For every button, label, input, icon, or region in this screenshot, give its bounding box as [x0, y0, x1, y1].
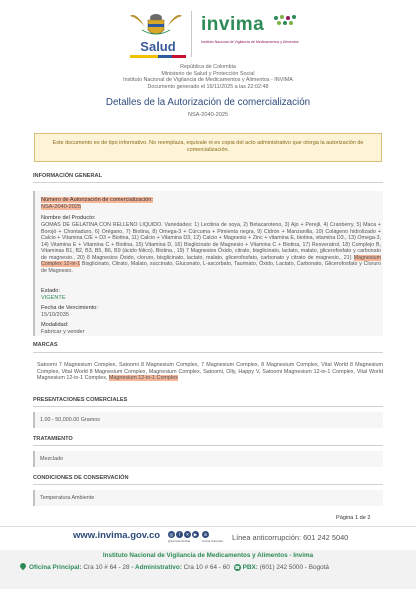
producto-value: GOMAS DE GELATINA CON RELLENO LIQUIDO. Variedades: 1) Lecitina de soya, 2) Betacaroteno, 3) Ajo + Perejil, 4) Cranberry, 5) Maca + Borojó + Chontaduro, 6) Orégano, 7) Biotina, 8) Omega-3 + Cúrcuma + Pimienta negra, 9) Cidrón + Manzanilla, 10) Colágeno hidrolizado + Calcio + Vitamina C/E + D3 + Biotina, 11) Calcio + Vitamina D3, 12) Calcio + Magnesio + Zinc + vitamina E, biotina, vitamina D3., 13) Omega-3, 14) Vitamina E + Vitamina C + Biotina, 15) Vitamina D, 16) Bisglicinato de Magnesio + Vitamina C + Biotina, 17) Resveratrol, 18) Complejo B, Vitaminas B1, B2, B3, B5, B6, B9 (ácido fólico), Biotina., 19) 7 Magnesios Óxido, citrato, bisglicinato, lactato, malato, glicerofosfato y carbonato de magnesio., 20) 8 Magnesios Óxido, cloruro, bisglicinato, lactato, malato, glicerofosfato, carbonato y citrato de magnesio., 21) Magnesium Complex 12-in-1 Bisglicinato, Citrato, Malato, succinato, Gluconato, L-ascorbato, Taurinato, Óxido, Lactato, Carbonato, Glicerofosfato y Cloruro de Magnesio. [41, 222, 381, 274]
meta-ministry: Ministerio de Salud y Protección Social [161, 70, 255, 77]
logo-divider [191, 11, 192, 57]
section-title-presentaciones: PRESENTACIONES COMERCIALES [33, 397, 128, 403]
modalidad-label: Modalidad: [41, 322, 69, 328]
social-handle-linkedin: Invima Colombia [202, 539, 223, 543]
phone-icon: ☎ [234, 565, 241, 570]
location-pin-icon [19, 562, 27, 570]
section-title-tratamiento: TRATAMIENTO [33, 436, 73, 442]
fecha-value: 15/10/2035 [41, 312, 69, 318]
footer-institute: Instituto Nacional de Vigilancia de Medicamentos y Alimentos - Invima [102, 552, 314, 559]
footer-divider [0, 526, 416, 527]
section-divider [33, 445, 383, 446]
page-title: Detalles de la Autorización de comercialización [105, 97, 311, 108]
marcas-list: Satoomi 7 Magnesium Complex, Satoomi 8 Magnesium Complex, 7 Magnesium Complex, 8 Magnesium Complex, Vital World 8 Magnesium Complex, Vital World 8 Magnesium Complex, Magnesium Complex, Satoomi, Olly, Happy V, Satoomi Magnesium 12-in-1 Complex, Vital World Magnesium 12-in-1 Complex, Magnesium 12-in-1 Complex [37, 362, 383, 382]
x-icon[interactable]: ✕ [185, 532, 190, 537]
invima-dots-icon [273, 14, 299, 28]
social-links [168, 530, 232, 545]
fecha-label: Fecha de Vencimiento: [41, 305, 98, 311]
section-title-marcas: MARCAS [33, 342, 58, 348]
invima-subtitle: Instituto Nacional de Vigilancia de Medicamentos y Alimentos [201, 40, 299, 44]
page-subtitle: NSA-2040-2025 [187, 112, 229, 118]
meta-country: República de Colombia [180, 64, 236, 70]
invima-logo [199, 14, 299, 58]
youtube-icon[interactable]: ▶ [193, 532, 198, 537]
salud-label: Salud [140, 39, 176, 54]
invima-wordmark: invima [201, 14, 265, 35]
colombia-coat-of-arms-icon [128, 8, 184, 40]
presentaciones-value: 1.00 - 50,000.00 Gramos [33, 412, 383, 428]
notice-line-1: Este documento es de tipo informativo. No reemplaza, equivale ni es copia del acto administrativo que otorga la autorización de [52, 140, 364, 146]
tratamiento-value: Mezclado [33, 451, 383, 467]
modalidad-value: Fabricar y vender [41, 329, 85, 335]
instagram-icon[interactable]: ◎ [169, 532, 174, 537]
social-handle: @invimacolombia [168, 539, 191, 543]
facebook-icon[interactable]: f [176, 531, 183, 538]
section-title-general: INFORMACIÓN GENERAL [33, 173, 102, 179]
header [0, 8, 416, 62]
numero-value: NSA-2040-2025 [41, 204, 82, 210]
meta-institute: Instituto Nacional de Vigilancia de Medicamentos y Alimentos - INVIMA [123, 77, 293, 84]
meta-generated: Documento generado el 16/11/2025 a las 22:02:48 [147, 83, 269, 90]
producto-label: Nombre del Producto: [41, 215, 96, 221]
producto-highlight: Magnesium Complex 12-in-1 [41, 254, 381, 268]
document-meta [0, 64, 416, 90]
section-divider [33, 182, 383, 183]
estado-value: VIGENTE [41, 295, 66, 301]
section-divider [33, 484, 383, 485]
section-divider [33, 406, 383, 407]
condiciones-value: Temperatura Ambiente [33, 490, 383, 506]
flag-stripe [130, 55, 186, 58]
footer-website-link[interactable]: www.invima.gov.co [73, 530, 161, 541]
general-info-box [33, 191, 383, 336]
estado-label: Estado: [41, 288, 60, 294]
linkedin-icon[interactable]: in [203, 532, 208, 537]
section-title-condiciones: CONDICIONES DE CONSERVACIÓN [33, 475, 129, 481]
notice-line-2: comercialización. [186, 147, 230, 154]
numero-label: Número de Autorización de comercialización: [41, 197, 153, 203]
anticorruption-line: Línea anticorrupción: 601 242 5040 [232, 533, 349, 542]
footer-address: Oficina Principal: Cra 10 # 64 - 28 - Administrativo: Cra 10 # 64 - 60 ☎ PBX: (601) 242 5000 - Bogotá [20, 563, 396, 571]
section-divider [33, 352, 383, 353]
salud-logo [128, 8, 184, 60]
info-notice [34, 133, 382, 162]
page-number: Página 1 de 2 [336, 515, 371, 521]
marcas-highlight: Magnesium 12-in-1 Complex [108, 375, 178, 382]
